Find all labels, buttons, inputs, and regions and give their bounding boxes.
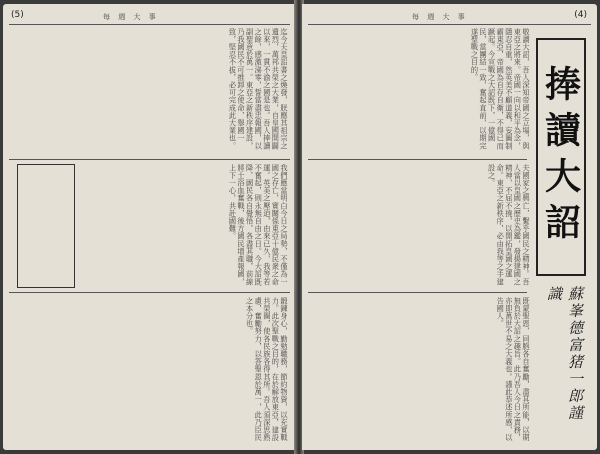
page-number-left: (5) <box>11 10 24 20</box>
text-column-block: 敬讀大詔，吾人深知帝國之立場，與東亞之將來。帝國一向以和平為念，隱忍自重，然英美不顧道義，妄圖制霸東亞，帝國為自存自衛，不得已而蹶起。今宣戰之大詔既下，一億國民，當團結一致，奮起直前，以期完遂聖戰之目的。 <box>470 28 531 150</box>
page-number-right: (4) <box>574 10 587 20</box>
author-signature: 蘇峯德富猪一郎謹識 <box>545 286 584 422</box>
boxed-note <box>17 164 75 288</box>
title-box <box>536 38 586 276</box>
page-header-left: 每 週 大 事 <box>103 13 159 21</box>
column-rule <box>9 292 290 293</box>
article-title: 捧讀大詔 <box>539 65 582 249</box>
text-column-block: 迄今天皇詔書之煥發，朕應其祖宗之遺烈，萬邦共榮之大業，自皇國開闢以來，一貫不渝之國是也。吾人捧讀之餘，感激涕零，誓當盡忠報國，以副聖意於萬一。東亞之新秩序建設，乃我國民不可推卸之使命，舉國一致，堅忍不拔，必可完成此大業也。 <box>228 28 289 150</box>
header-rule-right <box>308 24 591 25</box>
header-rule-left <box>9 24 290 25</box>
text-column-block: 夫國家之興亡，繫乎國民之精神。吾人當以皇國之歷史為鑑，發揚建國之精神，不屈不撓，以開拓皇國之運命。東亞之新秩序，必由我等之手建設之。 <box>487 164 531 286</box>
page-header-right: 每 週 大 事 <box>412 13 468 21</box>
column-rule <box>308 159 527 160</box>
column-rule <box>9 159 290 160</box>
text-column-block: 既蒙聖恩，同胞各自奮勵，盡其所能，以期無負於大詔之趣旨。此乃吾人今日之責務，亦即萬世不易之大義也。謹此恭述所感，以告國人。 <box>496 297 531 442</box>
left-page <box>3 4 296 450</box>
text-column-block: 我們應當明白今日之局勢，不僅為一國之存亡，實關係東亞十億民衆之命運。英美之壓迫，由來已久，我等若不奮起，則永無自由之日。今大詔既降，國民各自覺悟，各盡其職，前線將士浴血奮戰，後方國民增產報國，上下一心，共赴國難。 <box>228 164 289 286</box>
column-rule <box>308 292 527 293</box>
text-column-block: 鍛鍊身心，勤勉職務，節約物資，以充實戰力。此次聖戰之目的，在於解放東亞，建設共榮圈，使各民族各得其所。吾人須深思熟慮，奮勵努力，以答聖恩於萬一，此乃臣民之本分也。 <box>245 297 289 442</box>
